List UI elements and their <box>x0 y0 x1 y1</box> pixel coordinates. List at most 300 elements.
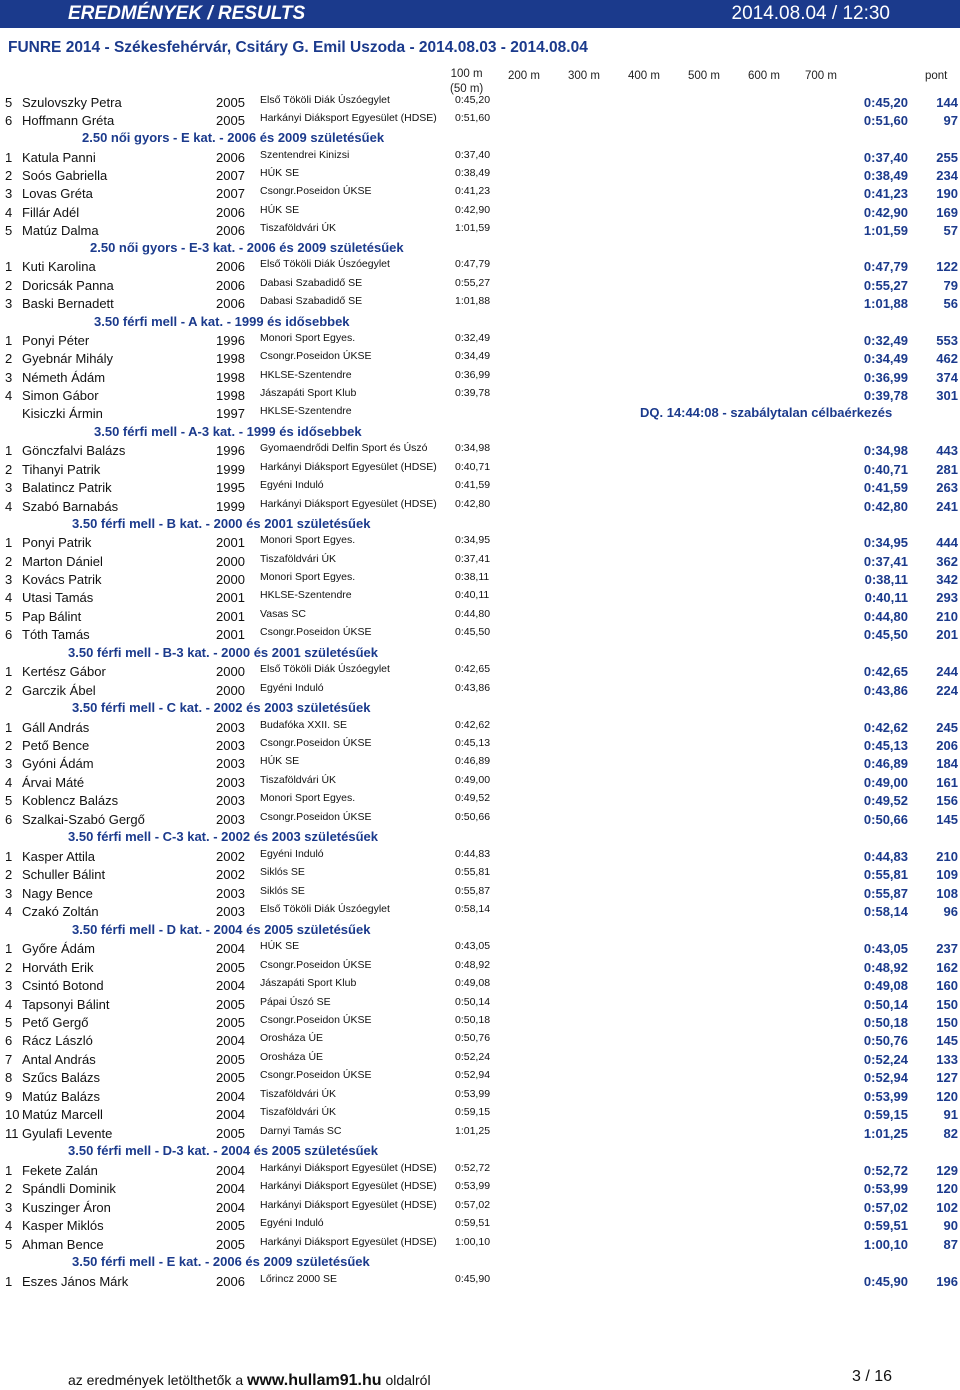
result-row <box>0 350 960 368</box>
split-time: 0:43,05 <box>455 940 491 952</box>
result-row <box>0 332 960 350</box>
split-time: 0:32,49 <box>455 332 491 344</box>
final-time: 0:42,80 <box>863 499 908 514</box>
points: 374 <box>936 370 958 385</box>
birth-year: 2005 <box>216 1237 245 1252</box>
points: 145 <box>936 1033 958 1048</box>
result-row <box>0 608 960 626</box>
club-name: Szentendrei Kinizsi <box>260 149 350 161</box>
points: 443 <box>936 443 958 458</box>
swimmer-name: Szűcs Balázs <box>22 1070 101 1085</box>
split-time: 0:45,50 <box>455 626 491 638</box>
event-heading: 3.50 férfi mell - C-3 kat. - 2002 és 2003 születésűek <box>68 829 379 844</box>
birth-year: 2001 <box>216 535 245 550</box>
club-name: Csongr.Poseidon ÚKSE <box>260 350 372 362</box>
rank: 1 <box>5 1274 13 1289</box>
rank: 4 <box>5 499 13 514</box>
split-time: 0:34,95 <box>455 534 491 546</box>
swimmer-name: Kovács Patrik <box>22 572 102 587</box>
result-row <box>0 277 960 295</box>
column-header-100m-line1: 100 m <box>450 68 483 80</box>
swimmer-name: Balatincz Patrik <box>22 480 112 495</box>
event-heading: 3.50 férfi mell - A-3 kat. - 1999 és idősebbek <box>94 424 362 439</box>
swimmer-name: Ponyi Patrik <box>22 535 92 550</box>
rank: 9 <box>5 1089 13 1104</box>
birth-year: 1995 <box>216 480 245 495</box>
swimmer-name: Szulovszky Petra <box>22 95 122 110</box>
split-time: 0:57,02 <box>455 1199 491 1211</box>
result-row <box>0 94 960 112</box>
result-row <box>0 1069 960 1087</box>
split-time: 0:58,14 <box>455 903 491 915</box>
split-time: 1:01,88 <box>455 295 491 307</box>
split-time: 0:42,90 <box>455 204 491 216</box>
split-time: 0:45,20 <box>455 94 491 106</box>
birth-year: 2004 <box>216 978 245 993</box>
rank: 6 <box>5 1033 13 1048</box>
final-time: 0:55,87 <box>863 886 908 901</box>
header-datetime: 2014.08.04 / 12:30 <box>731 3 890 24</box>
final-time: 0:55,81 <box>863 867 908 882</box>
swimmer-name: Pap Bálint <box>22 609 82 624</box>
final-time: 0:42,65 <box>863 664 908 679</box>
club-name: Harkányi Diáksport Egyesület (HDSE) <box>260 1199 437 1211</box>
final-time: 0:32,49 <box>863 333 908 348</box>
birth-year: 2005 <box>216 1070 245 1085</box>
split-time: 0:53,99 <box>455 1088 491 1100</box>
split-time: 0:50,14 <box>455 996 491 1008</box>
swimmer-name: Matúz Dalma <box>22 223 99 238</box>
points: 281 <box>936 462 958 477</box>
split-time: 0:49,08 <box>455 977 491 989</box>
club-name: Tiszaföldvári ÚK <box>260 1106 337 1118</box>
club-name: Darnyi Tamás SC <box>260 1125 342 1137</box>
rank: 1 <box>5 664 13 679</box>
points: 96 <box>943 904 958 919</box>
rank: 5 <box>5 609 13 624</box>
swimmer-name: Horváth Erik <box>22 960 94 975</box>
dq-note: DQ. 14:44:08 - szabálytalan célbaérkezés <box>640 405 893 420</box>
swimmer-name: Szabó Barnabás <box>22 499 119 514</box>
result-row <box>0 996 960 1014</box>
swimmer-name: Garczik Ábel <box>22 683 96 698</box>
club-name: HÚK SE <box>260 755 300 767</box>
swimmer-name: Fekete Zalán <box>22 1163 98 1178</box>
birth-year: 2000 <box>216 664 245 679</box>
final-time: 0:38,49 <box>863 168 908 183</box>
result-row <box>0 755 960 773</box>
final-time: 0:44,83 <box>863 849 908 864</box>
result-row <box>0 461 960 479</box>
swimmer-name: Spándli Dominik <box>22 1181 116 1196</box>
result-row <box>0 1273 960 1291</box>
rank: 2 <box>5 1181 13 1196</box>
rank: 2 <box>5 278 13 293</box>
column-header-600m: 600 m <box>748 70 780 82</box>
swimmer-name: Ahman Bence <box>22 1237 104 1252</box>
points: 169 <box>936 205 958 220</box>
rank: 1 <box>5 333 13 348</box>
swimmer-name: Tóth Tamás <box>22 627 90 642</box>
split-time: 0:39,78 <box>455 387 491 399</box>
points: 201 <box>936 627 958 642</box>
swimmer-name: Kisiczki Ármin <box>22 406 103 421</box>
result-row <box>0 626 960 644</box>
rank: 4 <box>5 1218 13 1233</box>
rank: 3 <box>5 370 13 385</box>
club-name: Csongr.Poseidon ÚKSE <box>260 1014 372 1026</box>
result-row <box>0 1217 960 1235</box>
split-time: 0:40,11 <box>455 589 490 601</box>
birth-year: 1997 <box>216 406 245 421</box>
club-name: Pápai Úszó SE <box>260 996 331 1008</box>
swimmer-name: Győre Ádám <box>22 941 95 956</box>
swimmer-name: Németh Ádám <box>22 370 106 385</box>
rank: 3 <box>5 978 13 993</box>
rank: 1 <box>5 150 13 165</box>
points: 82 <box>943 1126 958 1141</box>
event-heading: 3.50 férfi mell - A kat. - 1999 és idősebbek <box>94 314 350 329</box>
split-time: 0:37,40 <box>455 149 491 161</box>
result-row <box>0 774 960 792</box>
event-heading: 2.50 női gyors - E kat. - 2006 és 2009 születésűek <box>82 130 385 145</box>
split-time: 0:50,66 <box>455 811 491 823</box>
column-header-300m: 300 m <box>568 70 600 82</box>
result-row <box>0 1051 960 1069</box>
footer-site-link[interactable]: www.hullam91.hu <box>247 1372 382 1389</box>
birth-year: 1996 <box>216 333 245 348</box>
split-time: 0:38,49 <box>455 167 491 179</box>
club-name: Egyéni Induló <box>260 682 324 694</box>
final-time: 0:50,76 <box>863 1033 908 1048</box>
points: 263 <box>936 480 958 495</box>
rank: 4 <box>5 997 13 1012</box>
result-row <box>0 719 960 737</box>
final-time: 0:39,78 <box>863 388 908 403</box>
result-row <box>0 1199 960 1217</box>
final-time: 0:52,94 <box>863 1070 908 1085</box>
final-time: 0:40,71 <box>863 462 908 477</box>
result-row <box>0 258 960 276</box>
final-time: 0:51,60 <box>863 113 908 128</box>
split-time: 0:49,52 <box>455 792 491 804</box>
points: 190 <box>936 186 958 201</box>
birth-year: 2005 <box>216 1126 245 1141</box>
rank: 1 <box>5 941 13 956</box>
birth-year: 2003 <box>216 812 245 827</box>
club-name: Csongr.Poseidon ÚKSE <box>260 185 372 197</box>
points: 241 <box>936 499 958 514</box>
birth-year: 2003 <box>216 793 245 808</box>
points: 150 <box>936 997 958 1012</box>
result-row <box>0 977 960 995</box>
club-name: Harkányi Diáksport Egyesület (HDSE) <box>260 498 437 510</box>
result-row <box>0 940 960 958</box>
swimmer-name: Matúz Marcell <box>22 1107 103 1122</box>
club-name: Monori Sport Egyes. <box>260 534 356 546</box>
event-heading: 3.50 férfi mell - D kat. - 2004 és 2005 születésűek <box>72 922 371 937</box>
birth-year: 2004 <box>216 1200 245 1215</box>
swimmer-name: Árvai Máté <box>22 775 85 790</box>
points: 342 <box>936 572 958 587</box>
points: 109 <box>936 867 958 882</box>
result-row <box>0 1180 960 1198</box>
points: 145 <box>936 812 958 827</box>
final-time: 0:38,11 <box>864 572 908 587</box>
rank: 2 <box>5 960 13 975</box>
result-row <box>0 222 960 240</box>
birth-year: 2005 <box>216 1015 245 1030</box>
club-name: Harkányi Diáksport Egyesület (HDSE) <box>260 461 437 473</box>
club-name: HKLSE-Szentendre <box>260 369 352 381</box>
points: 210 <box>936 849 958 864</box>
birth-year: 2004 <box>216 1163 245 1178</box>
final-time: 0:50,66 <box>863 812 908 827</box>
result-row <box>0 295 960 313</box>
club-name: Jászapáti Sport Klub <box>260 387 357 399</box>
final-time: 0:34,98 <box>863 443 908 458</box>
club-name: Tiszaföldvári ÚK <box>260 1088 337 1100</box>
rank: 2 <box>5 351 13 366</box>
rank: 5 <box>5 1237 13 1252</box>
birth-year: 2005 <box>216 1052 245 1067</box>
club-name: Monori Sport Egyes. <box>260 571 356 583</box>
rank: 4 <box>5 205 13 220</box>
split-time: 0:50,76 <box>455 1032 491 1044</box>
points: 87 <box>943 1237 958 1252</box>
points: 150 <box>936 1015 958 1030</box>
rank: 8 <box>5 1070 13 1085</box>
final-time: 0:37,41 <box>863 554 908 569</box>
club-name: Csongr.Poseidon ÚKSE <box>260 737 372 749</box>
final-time: 0:46,89 <box>863 756 908 771</box>
result-row <box>0 1032 960 1050</box>
club-name: Siklós SE <box>260 866 305 878</box>
result-row-dq <box>0 405 960 423</box>
rank: 1 <box>5 1163 13 1178</box>
split-time: 1:01,59 <box>455 222 491 234</box>
points: 57 <box>943 223 958 238</box>
split-time: 0:34,49 <box>455 350 491 362</box>
swimmer-name: Gyóni Ádám <box>22 756 94 771</box>
rank: 3 <box>5 886 13 901</box>
rank: 5 <box>5 793 13 808</box>
club-name: Csongr.Poseidon ÚKSE <box>260 959 372 971</box>
points: 234 <box>936 168 958 183</box>
rank: 2 <box>5 683 13 698</box>
rank: 2 <box>5 462 13 477</box>
swimmer-name: Gáll András <box>22 720 90 735</box>
rank: 3 <box>5 296 13 311</box>
result-row <box>0 1162 960 1180</box>
result-row <box>0 866 960 884</box>
birth-year: 2001 <box>216 590 245 605</box>
club-name: Harkányi Diáksport Egyesület (HDSE) <box>260 1180 437 1192</box>
birth-year: 2005 <box>216 1218 245 1233</box>
split-time: 0:41,59 <box>455 479 491 491</box>
rank: 3 <box>5 756 13 771</box>
club-name: Vasas SC <box>260 608 306 620</box>
rank: 4 <box>5 388 13 403</box>
result-row <box>0 1014 960 1032</box>
split-time: 0:40,71 <box>455 461 491 473</box>
birth-year: 2004 <box>216 1089 245 1104</box>
column-header-500m: 500 m <box>688 70 720 82</box>
club-name: Orosháza ÚE <box>260 1032 324 1044</box>
points: 244 <box>936 664 958 679</box>
club-name: Egyéni Induló <box>260 848 324 860</box>
points: 206 <box>936 738 958 753</box>
rank: 4 <box>5 904 13 919</box>
split-time: 0:42,80 <box>455 498 491 510</box>
club-name: Csongr.Poseidon ÚKSE <box>260 811 372 823</box>
points: 224 <box>936 683 958 698</box>
swimmer-name: Tapsonyi Bálint <box>22 997 110 1012</box>
footer-prefix: az eredmények letölthetők a <box>68 1372 244 1388</box>
final-time: 0:41,23 <box>863 186 908 201</box>
final-time: 1:01,59 <box>863 223 908 238</box>
birth-year: 2000 <box>216 554 245 569</box>
birth-year: 1999 <box>216 499 245 514</box>
final-time: 0:45,50 <box>863 627 908 642</box>
event-heading: 3.50 férfi mell - B kat. - 2000 és 2001 születésűek <box>72 516 371 531</box>
birth-year: 2000 <box>216 683 245 698</box>
swimmer-name: Schuller Bálint <box>22 867 106 882</box>
rank: 3 <box>5 572 13 587</box>
club-name: Harkányi Diáksport Egyesület (HDSE) <box>260 1162 437 1174</box>
result-row <box>0 112 960 130</box>
birth-year: 2007 <box>216 186 245 201</box>
split-time: 0:43,86 <box>455 682 491 694</box>
final-time: 0:48,92 <box>863 960 908 975</box>
result-row <box>0 903 960 921</box>
club-name: Gyomaendrődi Delfin Sport és Úszó <box>260 442 428 454</box>
birth-year: 2005 <box>216 960 245 975</box>
split-time: 0:52,94 <box>455 1069 491 1081</box>
split-time: 0:42,62 <box>455 719 491 731</box>
split-time: 0:55,87 <box>455 885 491 897</box>
rank: 1 <box>5 849 13 864</box>
points: 144 <box>936 95 958 110</box>
points: 237 <box>936 941 958 956</box>
points: 444 <box>936 535 958 550</box>
final-time: 0:43,05 <box>863 941 908 956</box>
points: 108 <box>936 886 958 901</box>
split-time: 0:59,51 <box>455 1217 491 1229</box>
club-name: Első Tököli Diák Úszóegylet <box>260 903 390 915</box>
club-name: Harkányi Diáksport Egyesület (HDSE) <box>260 112 437 124</box>
points: 462 <box>936 351 958 366</box>
page-number: 3 / 16 <box>851 1368 892 1385</box>
swimmer-name: Czakó Zoltán <box>22 904 99 919</box>
club-name: HKLSE-Szentendre <box>260 589 352 601</box>
swimmer-name: Gönczfalvi Balázs <box>22 443 126 458</box>
swimmer-name: Ponyi Péter <box>22 333 90 348</box>
rank: 3 <box>5 1200 13 1215</box>
event-heading: 3.50 férfi mell - C kat. - 2002 és 2003 születésűek <box>72 700 371 715</box>
event-heading: 3.50 férfi mell - D-3 kat. - 2004 és 2005 születésűek <box>68 1143 379 1158</box>
result-row <box>0 553 960 571</box>
birth-year: 1998 <box>216 351 245 366</box>
club-name: Budafóka XXII. SE <box>260 719 347 731</box>
result-row <box>0 442 960 460</box>
rank: 1 <box>5 443 13 458</box>
swimmer-name: Fillár Adél <box>22 205 80 220</box>
footer-note <box>68 1372 431 1390</box>
birth-year: 2003 <box>216 756 245 771</box>
split-time: 0:48,92 <box>455 959 491 971</box>
final-time: 0:57,02 <box>863 1200 908 1215</box>
points: 196 <box>936 1274 958 1289</box>
club-name: Monori Sport Egyes. <box>260 792 356 804</box>
swimmer-name: Kuti Karolina <box>22 259 96 274</box>
club-name: Siklós SE <box>260 885 305 897</box>
result-row <box>0 792 960 810</box>
split-time: 0:45,90 <box>455 1273 491 1285</box>
final-time: 0:42,62 <box>863 720 908 735</box>
swimmer-name: Kasper Miklós <box>22 1218 104 1233</box>
final-time: 0:59,51 <box>863 1218 908 1233</box>
rank: 1 <box>5 720 13 735</box>
result-row <box>0 185 960 203</box>
club-name: Első Tököli Diák Úszóegylet <box>260 258 390 270</box>
rank: 3 <box>5 480 13 495</box>
meet-title: FUNRE 2014 - Székesfehérvár, Csitáry G. Emil Uszoda - 2014.08.03 - 2014.08.04 <box>8 39 588 56</box>
rank: 4 <box>5 775 13 790</box>
result-row <box>0 1125 960 1143</box>
event-heading: 3.50 férfi mell - B-3 kat. - 2000 és 2001 születésűek <box>68 645 379 660</box>
split-time: 0:55,27 <box>455 277 491 289</box>
result-row <box>0 959 960 977</box>
rank: 10 <box>5 1107 20 1122</box>
swimmer-name: Simon Gábor <box>22 388 99 403</box>
points: 91 <box>943 1107 958 1122</box>
final-time: 0:40,11 <box>864 590 908 605</box>
swimmer-name: Csintó Botond <box>22 978 104 993</box>
final-time: 0:37,40 <box>863 150 908 165</box>
split-time: 0:36,99 <box>455 369 491 381</box>
final-time: 0:58,14 <box>863 904 908 919</box>
split-time: 0:38,11 <box>455 571 490 583</box>
club-name: Tiszaföldvári ÚK <box>260 774 337 786</box>
birth-year: 2003 <box>216 720 245 735</box>
club-name: HÚK SE <box>260 940 300 952</box>
birth-year: 2006 <box>216 205 245 220</box>
final-time: 0:43,86 <box>863 683 908 698</box>
club-name: Dabasi Szabadidő SE <box>260 295 363 307</box>
points: 97 <box>943 113 958 128</box>
birth-year: 2005 <box>216 997 245 1012</box>
final-time: 0:34,95 <box>863 535 908 550</box>
swimmer-name: Kasper Attila <box>22 849 95 864</box>
points: 161 <box>936 775 958 790</box>
birth-year: 2005 <box>216 113 245 128</box>
final-time: 0:49,52 <box>863 793 908 808</box>
birth-year: 1998 <box>216 370 245 385</box>
result-row <box>0 589 960 607</box>
rank: 1 <box>5 535 13 550</box>
club-name: HKLSE-Szentendre <box>260 405 352 417</box>
birth-year: 2002 <box>216 867 245 882</box>
rank: 3 <box>5 186 13 201</box>
birth-year: 2006 <box>216 223 245 238</box>
final-time: 0:47,79 <box>863 259 908 274</box>
points: 184 <box>936 756 958 771</box>
column-header-400m: 400 m <box>628 70 660 82</box>
final-time: 0:53,99 <box>863 1181 908 1196</box>
birth-year: 2006 <box>216 150 245 165</box>
split-time: 0:44,80 <box>455 608 491 620</box>
